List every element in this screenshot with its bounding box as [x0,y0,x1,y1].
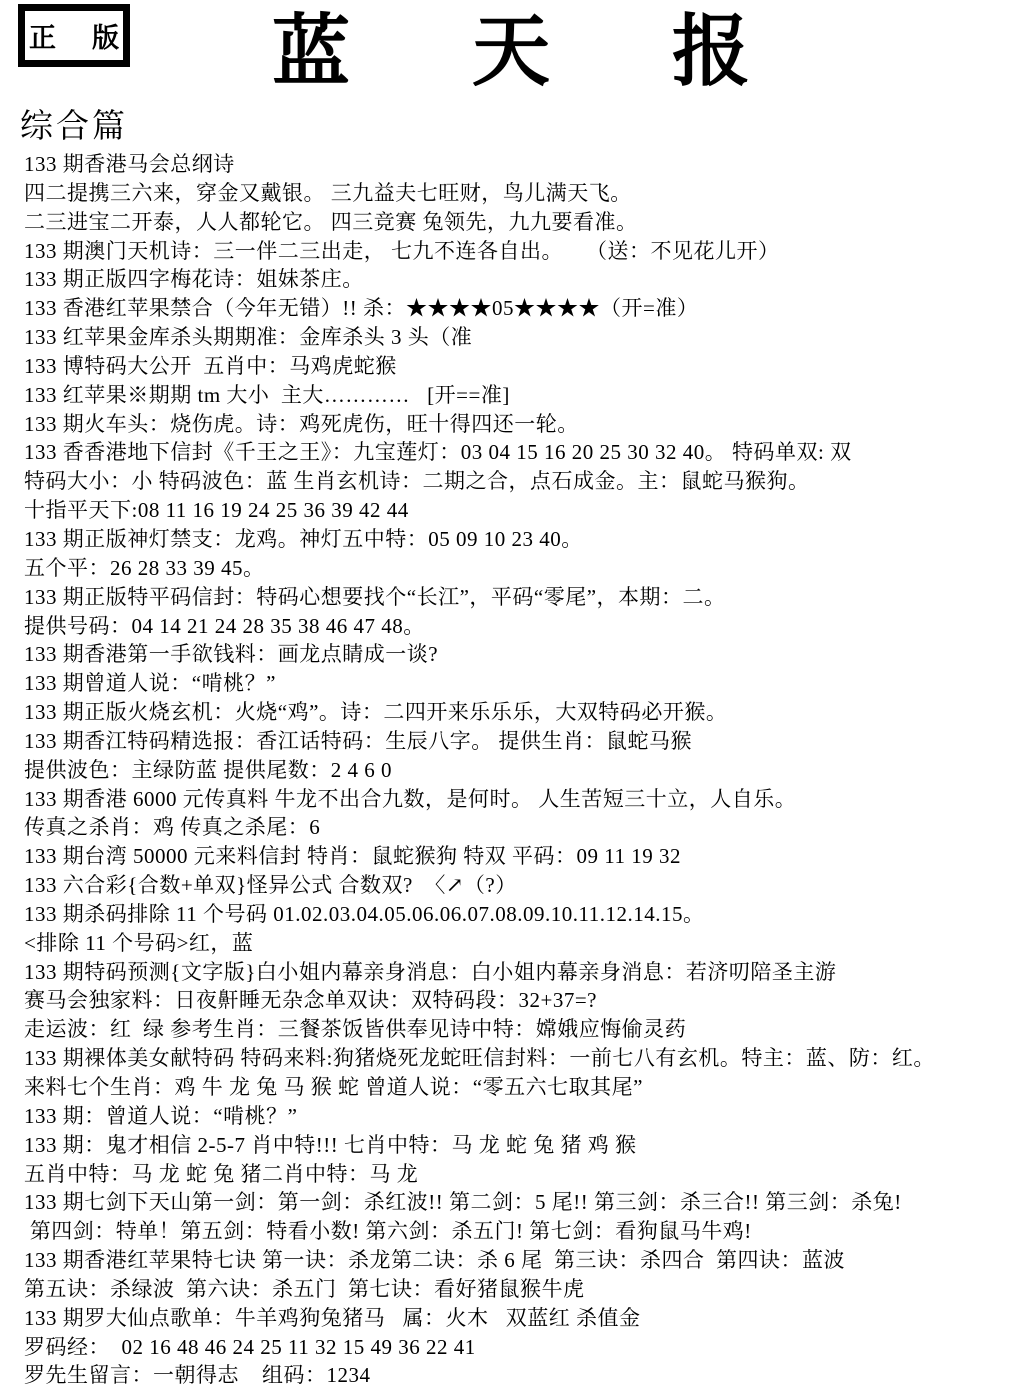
text-line: 133 期：鬼才相信 2-5-7 肖中特!!! 七肖中特：马 龙 蛇 兔 猪 鸡 猴 [24,1132,637,1157]
text-line: 赛马会独家料：日夜鼾睡无杂念单双诀：双特码段：32+37=? [24,988,598,1013]
text-line: 133 红苹果※期期 tm 大小 主大………… [开==准] [24,382,510,407]
text-line: <排除 11 个号码>红，蓝 [24,930,254,955]
text-line: 133 期正版神灯禁支：龙鸡。神灯五中特：05 09 10 23 40。 [24,526,583,551]
text-line: 133 期澳门天机诗：三一伴二三出走， 七九不连各自出。 （送：不见花儿开） [24,238,780,263]
text-line: 133 期香港马会总纲诗 [24,152,235,176]
page-title: 蓝天报 [272,8,873,95]
text-line: 133 香香港地下信封《千王之王》：九宝莲灯：03 04 15 16 20 25 30 32 40。 特码单双: 双 [24,440,852,465]
text-line: 133 期正版特平码信封：特码心想要找个“长江”，平码“零尾”，本期：二。 [24,584,726,609]
edition-badge-label: 正版 [29,23,155,53]
text-line: 133 红苹果金库杀头期期准：金库杀头 3 头（准 [24,325,473,350]
text-line: 罗码经： 02 16 48 46 24 25 11 32 15 49 36 22 41 [24,1334,476,1359]
text-line: 五肖中特：马 龙 蛇 兔 猪二肖中特：马 龙 [24,1161,419,1186]
text-line: 133 期正版火烧玄机：火烧“鸡”。诗：二四开来乐乐乐，大双特码必开猴。 [24,700,728,725]
text-line: 133 期火车头：烧伤虎。诗：鸡死虎伤，旺十得四还一轮。 [24,411,579,436]
text-line: 133 期七剑下天山第一剑：第一剑：杀红波!! 第二剑：5 尾!! 第三剑：杀三合!! 第三剑：杀兔! [24,1190,902,1215]
text-line: 133 期香江特码精选报：香江话特码：生辰八字。 提供生肖：鼠蛇马猴 [24,728,692,753]
text-line: 133 期台湾 50000 元来料信封 特肖：鼠蛇猴狗 特双 平码：09 11 19 32 [24,844,681,869]
text-line: 五个平：26 28 33 39 45。 [24,555,265,580]
text-line: 罗先生留言：一朝得志 组码：1234 [24,1363,371,1388]
text-line: 133 期罗大仙点歌单：牛羊鸡狗兔猪马 属：火木 双蓝红 杀值金 [24,1305,641,1330]
text-line: 133 期杀码排除 11 个号码 01.02.03.04.05.06.06.07.08.09.10.11.12.14.15。 [24,901,705,926]
text-line: 133 香港红苹果禁合（今年无错）!! 杀：★★★★05★★★★（开=准） [24,296,699,321]
text-line: 133 期香港 6000 元传真料 牛龙不出合九数，是何时。 人生苦短三十立，人自乐。 [24,786,797,811]
text-line: 来料七个生肖：鸡 牛 龙 兔 马 猴 蛇 曾道人说：“零五六七取其尾” [24,1075,643,1099]
text-line: 133 期特码预测{文字版}白小姐内幕亲身消息：白小姐内幕亲身消息：若济叨陪圣主游 [24,959,837,984]
text-line: 第五诀：杀绿波 第六诀：杀五门 第七诀：看好猪鼠猴牛虎 [24,1276,585,1301]
text-line: 133 期香港红苹果特七诀 第一诀：杀龙第二诀：杀 6 尾 第三诀：杀四合 第四诀：蓝波 [24,1248,845,1273]
text-line: 133 期：曾道人说：“啃桃？” [24,1103,298,1128]
text-line: 133 期香港第一手欲钱料：画龙点睛成一谈? [24,642,439,667]
text-line: 提供号码：04 14 21 24 28 35 38 46 47 48。 [24,613,425,638]
edition-badge [18,4,155,67]
text-line: 走运波：红 绿 参考生肖：三餐茶饭皆供奉见诗中特：嫦娥应悔偷灵药 [24,1017,687,1042]
text-line: 第四剑：特单！第五剑：特看小数! 第六剑：杀五门! 第七剑：看狗鼠马牛鸡! [24,1219,752,1244]
text-line: 133 六合彩{合数+单双}怪异公式 合数双? 〈↗（?） [24,873,517,898]
text-line: 133 博特码大公开 五肖中：马鸡虎蛇猴 [24,353,397,378]
text-line: 133 期裸体美女献特码 特码来料:狗猪烧死龙蛇旺信封料：一前七八有玄机。特主：蓝、防：红。 [24,1046,935,1071]
text-line: 133 期正版四字梅花诗：姐妹茶庄。 [24,267,364,292]
text-line: 四二提携三六来，穿金又戴银。 三九益夫七旺财，鸟儿满天飞。 [24,180,632,205]
content-lines [24,150,1014,1390]
section-title: 综合篇 [20,109,128,145]
text-line: 133 期曾道人说：“啃桃？” [24,671,276,696]
text-line: 提供波色：主绿防蓝 提供尾数：2 4 6 0 [24,757,392,782]
text-line: 十指平天下:08 11 16 19 24 25 36 39 42 44 [24,498,409,523]
text-line: 二三进宝二开泰，人人都轮它。 四三竞赛 兔领先，九九要看准。 [24,209,638,234]
text-line: 特码大小：小 特码波色：蓝 生肖玄机诗：二期之合，点石成金。主：鼠蛇马猴狗。 [24,469,810,494]
text-line: 传真之杀肖：鸡 传真之杀尾：6 [24,815,321,840]
